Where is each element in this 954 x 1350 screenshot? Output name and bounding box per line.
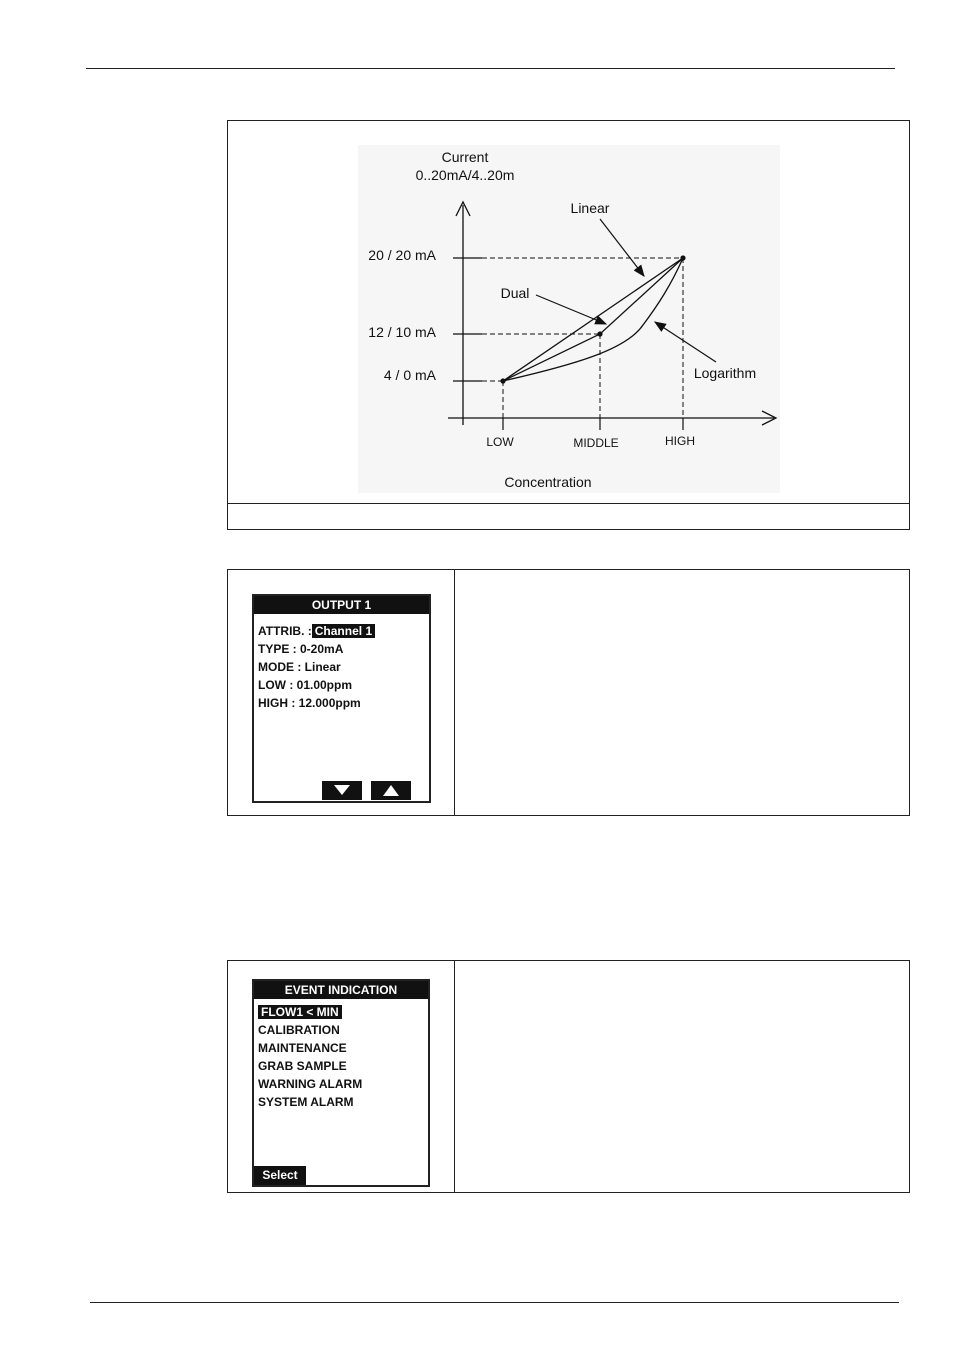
linear-pointer-arrow <box>600 219 644 276</box>
scroll-up-button[interactable] <box>371 781 411 800</box>
dual-pointer-arrow <box>536 295 606 324</box>
high-line[interactable]: HIGH : 12.000ppm <box>258 696 361 710</box>
event-lcd-screen <box>252 979 430 1187</box>
y-axis-title-line1: Current <box>441 149 489 165</box>
event-screen-title: EVENT INDICATION <box>254 981 428 999</box>
attrib-line[interactable] <box>258 622 375 640</box>
attrib-label: ATTRIB. : <box>258 624 312 638</box>
event-description-cell <box>455 961 909 1192</box>
figure-box <box>227 120 910 530</box>
output-screen-cell <box>228 570 455 815</box>
low-line[interactable]: LOW : 01.00ppm <box>258 678 353 692</box>
mode-line[interactable]: MODE : Linear <box>258 660 341 674</box>
chart-svg <box>358 145 780 493</box>
y-tick-label-20: 20 / 20 mA <box>368 247 436 263</box>
output-curve-chart <box>358 145 780 493</box>
x-axis-title: Concentration <box>504 474 592 490</box>
x-tick-label-low: LOW <box>486 435 514 449</box>
triangle-up-icon <box>371 781 411 800</box>
event-item-system-alarm[interactable]: SYSTEM ALARM <box>258 1095 354 1109</box>
event-item-maintenance[interactable]: MAINTENANCE <box>258 1041 347 1055</box>
type-line[interactable]: TYPE : 0-20mA <box>258 642 344 656</box>
y-axis-title-line2: 0..20mA/4..20m <box>415 167 515 183</box>
output-description-cell <box>455 570 909 815</box>
triangle-down-icon <box>322 781 362 800</box>
y-tick-label-4: 4 / 0 mA <box>383 367 436 383</box>
output-settings-table <box>227 569 910 816</box>
linear-label: Linear <box>570 200 610 216</box>
event-item-label: FLOW1 < MIN <box>258 1005 342 1019</box>
header-rule <box>86 68 895 69</box>
event-indication-table <box>227 960 910 1193</box>
x-tick-label-high: HIGH <box>665 434 695 448</box>
event-item-grab-sample[interactable]: GRAB SAMPLE <box>258 1059 347 1073</box>
event-screen-cell <box>228 961 455 1192</box>
point-low <box>500 378 505 383</box>
logarithm-label: Logarithm <box>693 365 757 381</box>
logarithm-pointer-arrow <box>655 322 716 362</box>
point-middle <box>597 331 602 336</box>
event-item-warning-alarm[interactable]: WARNING ALARM <box>258 1077 363 1091</box>
figure-caption-row <box>228 503 909 530</box>
point-high <box>680 255 685 260</box>
select-button[interactable]: Select <box>254 1166 306 1185</box>
y-tick-label-12: 12 / 10 mA <box>368 324 436 340</box>
output-lcd-screen <box>252 594 431 803</box>
output-screen-title: OUTPUT 1 <box>254 596 429 614</box>
linear-curve <box>500 258 683 381</box>
scroll-down-button[interactable] <box>322 781 362 800</box>
event-item-flow1-min[interactable] <box>258 1003 362 1021</box>
x-tick-label-middle: MIDDLE <box>573 436 619 450</box>
event-item-calibration[interactable]: CALIBRATION <box>258 1023 340 1037</box>
attrib-value[interactable]: Channel 1 <box>312 624 375 638</box>
dual-label: Dual <box>500 285 530 301</box>
footer-rule <box>90 1302 899 1303</box>
